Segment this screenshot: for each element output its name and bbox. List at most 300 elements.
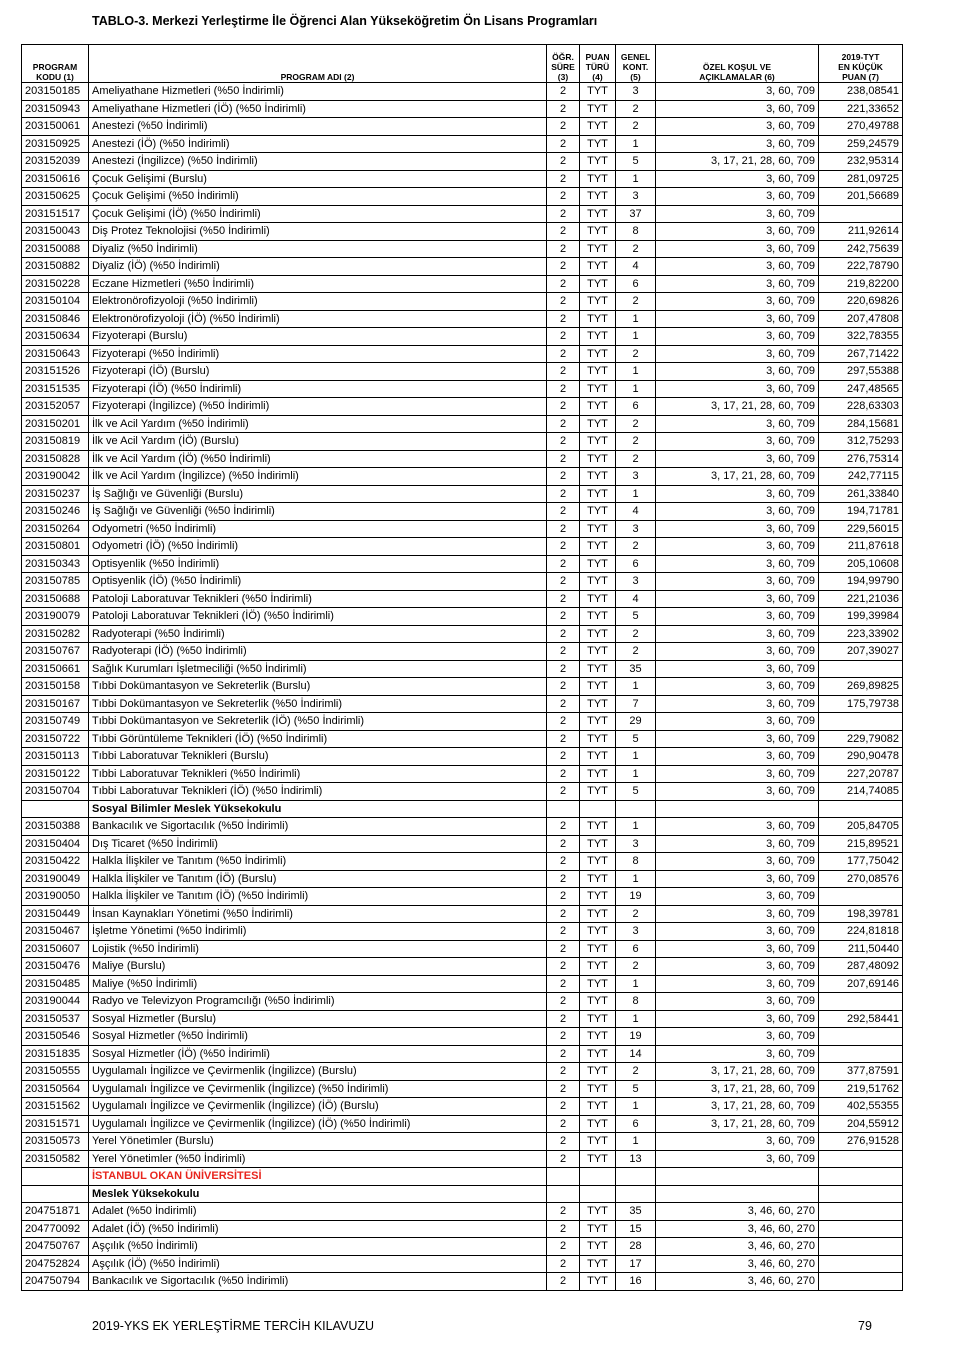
min-score: 194,71781 [819,503,903,521]
special-conditions: 3, 60, 709 [656,835,819,853]
min-score: 214,74085 [819,783,903,801]
duration: 2 [547,818,580,836]
program-name: Anestezi (İngilizce) (%50 İndirimli) [89,153,547,171]
score-type: TYT [580,608,616,626]
table-row [22,258,903,276]
table-row [22,748,903,766]
quota: 1 [616,870,656,888]
quota: 2 [616,240,656,258]
duration: 2 [547,485,580,503]
program-code: 203150819 [22,433,89,451]
program-name: Radyoterapi (%50 İndirimli) [89,625,547,643]
table-row [22,188,903,206]
score-type: TYT [580,1150,616,1168]
score-type: TYT [580,275,616,293]
table-row [22,240,903,258]
min-score: 270,08576 [819,870,903,888]
table-row [22,1115,903,1133]
program-code: 203150634 [22,328,89,346]
min-score: 198,39781 [819,905,903,923]
quota: 1 [616,975,656,993]
special-conditions: 3, 60, 709 [656,83,819,101]
score-type: TYT [580,328,616,346]
table-row [22,433,903,451]
quota: 4 [616,590,656,608]
quota: 1 [616,1098,656,1116]
header-name: PROGRAM ADI (2) [89,45,547,83]
program-name: Halkla İlişkiler ve Tanıtım (İÖ) (Burslu) [89,870,547,888]
min-score: 219,51762 [819,1080,903,1098]
min-score: 219,82200 [819,275,903,293]
table-row [22,310,903,328]
program-code: 203150422 [22,853,89,871]
score-type: TYT [580,993,616,1011]
program-code: 203151526 [22,363,89,381]
score-type: TYT [580,380,616,398]
program-code: 203150828 [22,450,89,468]
score-type: TYT [580,205,616,223]
table-row [22,1063,903,1081]
special-conditions: 3, 60, 709 [656,433,819,451]
special-conditions: 3, 17, 21, 28, 60, 709 [656,153,819,171]
table-row [22,730,903,748]
min-score: 177,75042 [819,853,903,871]
min-score [819,1045,903,1063]
program-code: 204752824 [22,1255,89,1273]
table-row [22,608,903,626]
score-type: TYT [580,905,616,923]
special-conditions: 3, 60, 709 [656,818,819,836]
quota: 2 [616,643,656,661]
quota: 6 [616,398,656,416]
program-name: Aşçılık (İÖ) (%50 İndirimli) [89,1255,547,1273]
duration: 2 [547,625,580,643]
quota: 3 [616,468,656,486]
quota: 2 [616,100,656,118]
min-score [819,888,903,906]
min-score: 229,56015 [819,520,903,538]
special-conditions: 3, 60, 709 [656,958,819,976]
min-score: 223,33902 [819,625,903,643]
quota: 2 [616,905,656,923]
program-code: 203152057 [22,398,89,416]
program-code: 203150104 [22,293,89,311]
special-conditions: 3, 60, 709 [656,328,819,346]
min-score: 204,55912 [819,1115,903,1133]
special-conditions: 3, 60, 709 [656,293,819,311]
table-row [22,415,903,433]
quota: 4 [616,503,656,521]
quota: 17 [616,1255,656,1273]
program-name: İnsan Kaynakları Yönetimi (%50 İndirimli) [89,905,547,923]
program-code: 203190049 [22,870,89,888]
program-name: Uygulamalı İngilizce ve Çevirmenlik (İngilizce) (İÖ) (%50 İndirimli) [89,1115,547,1133]
table-row [22,625,903,643]
score-type: TYT [580,240,616,258]
special-conditions: 3, 60, 709 [656,205,819,223]
duration: 2 [547,345,580,363]
score-type: TYT [580,170,616,188]
min-score: 205,10608 [819,555,903,573]
duration: 2 [547,1238,580,1256]
min-score [819,1203,903,1221]
quota: 2 [616,415,656,433]
program-name: Halkla İlişkiler ve Tanıtım (İÖ) (%50 İndirimli) [89,888,547,906]
min-score: 211,87618 [819,538,903,556]
score-type: TYT [580,1238,616,1256]
score-type: TYT [580,1010,616,1028]
program-name: Çocuk Gelişimi (%50 İndirimli) [89,188,547,206]
quota: 1 [616,1133,656,1151]
quota: 5 [616,783,656,801]
program-name: Odyometri (%50 İndirimli) [89,520,547,538]
empty-cell [819,1168,903,1186]
score-type: TYT [580,223,616,241]
table-row [22,1273,903,1291]
score-type: TYT [580,1045,616,1063]
min-score [819,1028,903,1046]
special-conditions: 3, 60, 709 [656,240,819,258]
special-conditions: 3, 60, 709 [656,1010,819,1028]
program-name: Fizyoterapi (İÖ) (Burslu) [89,363,547,381]
header-kont: GENEL KONT. (5) [616,45,656,83]
special-conditions: 3, 60, 709 [656,100,819,118]
program-code: 204750794 [22,1273,89,1291]
min-score: 284,15681 [819,415,903,433]
quota: 1 [616,135,656,153]
min-score: 221,33652 [819,100,903,118]
program-code: 203150246 [22,503,89,521]
min-score: 238,08541 [819,83,903,101]
special-conditions: 3, 60, 709 [656,625,819,643]
table-row [22,503,903,521]
duration: 2 [547,940,580,958]
special-conditions: 3, 46, 60, 270 [656,1255,819,1273]
special-conditions: 3, 60, 709 [656,730,819,748]
program-code: 203152039 [22,153,89,171]
special-conditions: 3, 60, 709 [656,223,819,241]
min-score [819,713,903,731]
score-type: TYT [580,765,616,783]
quota: 1 [616,170,656,188]
min-score [819,1220,903,1238]
empty-cell [547,1185,580,1203]
special-conditions: 3, 60, 709 [656,450,819,468]
special-conditions: 3, 60, 709 [656,993,819,1011]
program-code: 203150088 [22,240,89,258]
header-sure: ÖĞR. SÜRE (3) [547,45,580,83]
empty-cell [656,1185,819,1203]
empty-cell [580,1185,616,1203]
min-score [819,660,903,678]
program-name: Maliye (Burslu) [89,958,547,976]
score-type: TYT [580,100,616,118]
program-name: İş Sağlığı ve Güvenliği (%50 İndirimli) [89,503,547,521]
quota: 3 [616,923,656,941]
program-name: Fizyoterapi (Burslu) [89,328,547,346]
score-type: TYT [580,678,616,696]
duration: 2 [547,1203,580,1221]
program-code: 203150943 [22,100,89,118]
score-type: TYT [580,310,616,328]
program-code: 203150582 [22,1150,89,1168]
empty-cell [22,1185,89,1203]
min-score: 270,49788 [819,118,903,136]
quota: 16 [616,1273,656,1291]
program-code: 203151535 [22,380,89,398]
program-code: 203150661 [22,660,89,678]
duration: 2 [547,1115,580,1133]
program-name: Anestezi (İÖ) (%50 İndirimli) [89,135,547,153]
quota: 1 [616,818,656,836]
program-name: Radyo ve Televizyon Programcılığı (%50 İndirimli) [89,993,547,1011]
program-code: 203150573 [22,1133,89,1151]
score-type: TYT [580,1133,616,1151]
duration: 2 [547,765,580,783]
program-name: İşletme Yönetimi (%50 İndirimli) [89,923,547,941]
quota: 1 [616,765,656,783]
program-name: Tıbbi Dokümantasyon ve Sekreterlik (%50 İndirimli) [89,695,547,713]
duration: 2 [547,1080,580,1098]
program-name: Yerel Yönetimler (Burslu) [89,1133,547,1151]
special-conditions: 3, 17, 21, 28, 60, 709 [656,1098,819,1116]
quota: 5 [616,730,656,748]
score-type: TYT [580,695,616,713]
quota: 2 [616,450,656,468]
table-row [22,363,903,381]
quota: 1 [616,328,656,346]
score-type: TYT [580,363,616,381]
score-type: TYT [580,1273,616,1291]
duration: 2 [547,1045,580,1063]
table-body [22,83,903,1291]
score-type: TYT [580,433,616,451]
quota: 35 [616,660,656,678]
table-row [22,1010,903,1028]
min-score: 229,79082 [819,730,903,748]
quota: 2 [616,118,656,136]
duration: 2 [547,258,580,276]
program-code: 203150404 [22,835,89,853]
duration: 2 [547,643,580,661]
program-code: 203150688 [22,590,89,608]
program-code: 204770092 [22,1220,89,1238]
min-score: 228,63303 [819,398,903,416]
table-row [22,328,903,346]
special-conditions: 3, 60, 709 [656,678,819,696]
table-row [22,275,903,293]
quota: 14 [616,1045,656,1063]
min-score: 207,69146 [819,975,903,993]
quota: 5 [616,153,656,171]
min-score [819,1255,903,1273]
duration: 2 [547,748,580,766]
duration: 2 [547,835,580,853]
special-conditions: 3, 60, 709 [656,573,819,591]
table-row [22,1080,903,1098]
quota: 35 [616,1203,656,1221]
special-conditions: 3, 60, 709 [656,258,819,276]
score-type: TYT [580,940,616,958]
program-code: 203150555 [22,1063,89,1081]
quota: 2 [616,1063,656,1081]
table-row [22,783,903,801]
score-type: TYT [580,293,616,311]
quota: 37 [616,205,656,223]
program-name: Diyaliz (İÖ) (%50 İndirimli) [89,258,547,276]
duration: 2 [547,853,580,871]
score-type: TYT [580,748,616,766]
score-type: TYT [580,818,616,836]
duration: 2 [547,1273,580,1291]
quota: 1 [616,678,656,696]
program-code: 203190042 [22,468,89,486]
empty-cell [580,1168,616,1186]
table-row [22,853,903,871]
special-conditions: 3, 60, 709 [656,135,819,153]
quota: 6 [616,275,656,293]
special-conditions: 3, 60, 709 [656,765,819,783]
program-code: 203150449 [22,905,89,923]
min-score: 287,48092 [819,958,903,976]
duration: 2 [547,1220,580,1238]
special-conditions: 3, 60, 709 [656,713,819,731]
program-code: 203150185 [22,83,89,101]
program-code: 203150882 [22,258,89,276]
quota: 13 [616,1150,656,1168]
program-name: Tıbbi Dokümantasyon ve Sekreterlik (Burslu) [89,678,547,696]
program-code: 203150616 [22,170,89,188]
program-code: 203150388 [22,818,89,836]
program-name: Çocuk Gelişimi (Burslu) [89,170,547,188]
program-name: Optisyenlik (İÖ) (%50 İndirimli) [89,573,547,591]
program-code: 203150643 [22,345,89,363]
quota: 1 [616,380,656,398]
program-code: 203150158 [22,678,89,696]
min-score [819,1273,903,1291]
min-score: 247,48565 [819,380,903,398]
min-score [819,1238,903,1256]
min-score: 222,78790 [819,258,903,276]
program-name: Eczane Hizmetleri (%50 İndirimli) [89,275,547,293]
program-name: Elektronörofizyoloji (%50 İndirimli) [89,293,547,311]
special-conditions: 3, 60, 709 [656,310,819,328]
header-code: PROGRAM KODU (1) [22,45,89,83]
table-row [22,573,903,591]
program-code: 203150237 [22,485,89,503]
section-row [22,1185,903,1203]
program-name: Elektronörofizyoloji (İÖ) (%50 İndirimli) [89,310,547,328]
program-name: Sağlık Kurumları İşletmeciliği (%50 İndirimli) [89,660,547,678]
program-name: Adalet (İÖ) (%50 İndirimli) [89,1220,547,1238]
min-score: 232,95314 [819,153,903,171]
program-name: Patoloji Laboratuvar Teknikleri (İÖ) (%50 İndirimli) [89,608,547,626]
program-code: 203151517 [22,205,89,223]
table-row [22,1045,903,1063]
special-conditions: 3, 60, 709 [656,888,819,906]
table-row [22,678,903,696]
quota: 29 [616,713,656,731]
program-code: 203150749 [22,713,89,731]
program-name: Tıbbi Laboratuvar Teknikleri (İÖ) (%50 İndirimli) [89,783,547,801]
special-conditions: 3, 60, 709 [656,695,819,713]
special-conditions: 3, 17, 21, 28, 60, 709 [656,1080,819,1098]
duration: 2 [547,923,580,941]
special-conditions: 3, 46, 60, 270 [656,1220,819,1238]
duration: 2 [547,380,580,398]
table-row [22,468,903,486]
duration: 2 [547,870,580,888]
quota: 1 [616,1010,656,1028]
duration: 2 [547,468,580,486]
score-type: TYT [580,958,616,976]
min-score: 242,77115 [819,468,903,486]
program-code: 203150061 [22,118,89,136]
score-type: TYT [580,625,616,643]
special-conditions: 3, 60, 709 [656,538,819,556]
program-name: Odyometri (İÖ) (%50 İndirimli) [89,538,547,556]
min-score: 322,78355 [819,328,903,346]
empty-cell [616,800,656,818]
program-name: Diş Protez Teknolojisi (%50 İndirimli) [89,223,547,241]
special-conditions: 3, 46, 60, 270 [656,1273,819,1291]
duration: 2 [547,958,580,976]
quota: 2 [616,625,656,643]
table-row [22,1098,903,1116]
min-score: 402,55355 [819,1098,903,1116]
score-type: TYT [580,975,616,993]
empty-cell [547,800,580,818]
program-name: İlk ve Acil Yardım (İngilizce) (%50 İndirimli) [89,468,547,486]
duration: 2 [547,678,580,696]
duration: 2 [547,1133,580,1151]
program-name: Patoloji Laboratuvar Teknikleri (%50 İndirimli) [89,590,547,608]
program-code: 203150704 [22,783,89,801]
min-score: 221,21036 [819,590,903,608]
quota: 6 [616,555,656,573]
score-type: TYT [580,1028,616,1046]
page-title: TABLO-3. Merkezi Yerleştirme İle Öğrenci Alan Yükseköğretim Ön Lisans Programları [92,14,598,28]
score-type: TYT [580,398,616,416]
duration: 2 [547,520,580,538]
program-name: Tıbbi Dokümantasyon ve Sekreterlik (İÖ) (%50 İndirimli) [89,713,547,731]
program-name: Ameliyathane Hizmetleri (%50 İndirimli) [89,83,547,101]
duration: 2 [547,993,580,1011]
quota: 2 [616,958,656,976]
special-conditions: 3, 60, 709 [656,660,819,678]
special-conditions: 3, 60, 709 [656,643,819,661]
table-row [22,590,903,608]
quota: 5 [616,1080,656,1098]
program-name: Fizyoterapi (İÖ) (%50 İndirimli) [89,380,547,398]
program-code: 203151562 [22,1098,89,1116]
quota: 8 [616,853,656,871]
min-score: 207,39027 [819,643,903,661]
score-type: TYT [580,538,616,556]
program-name: Sosyal Hizmetler (İÖ) (%50 İndirimli) [89,1045,547,1063]
min-score: 201,56689 [819,188,903,206]
duration: 2 [547,223,580,241]
special-conditions: 3, 60, 709 [656,1045,819,1063]
special-conditions: 3, 60, 709 [656,1150,819,1168]
duration: 2 [547,503,580,521]
score-type: TYT [580,783,616,801]
min-score: 211,92614 [819,223,903,241]
special-conditions: 3, 46, 60, 270 [656,1203,819,1221]
duration: 2 [547,100,580,118]
quota: 3 [616,83,656,101]
score-type: TYT [580,573,616,591]
